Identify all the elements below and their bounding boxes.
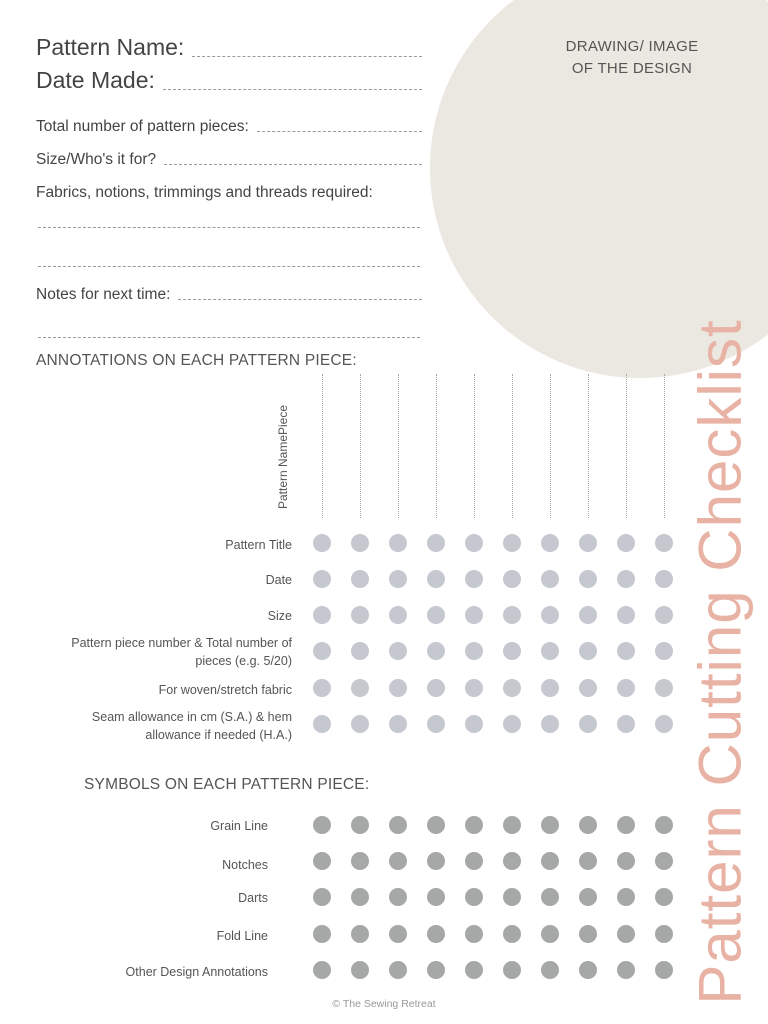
pattern-name-field[interactable] bbox=[36, 34, 422, 61]
symbol-checkbox[interactable] bbox=[465, 816, 483, 834]
annotation-checkbox[interactable] bbox=[541, 679, 559, 697]
annotation-checkbox[interactable] bbox=[351, 679, 369, 697]
symbol-row-label: Grain Line bbox=[210, 819, 268, 833]
fabrics-line-2[interactable] bbox=[38, 266, 420, 267]
pattern-piece-column-line bbox=[588, 374, 589, 518]
notes-line-2[interactable] bbox=[38, 337, 420, 338]
annotation-checkbox[interactable] bbox=[351, 570, 369, 588]
symbol-checkbox[interactable] bbox=[465, 888, 483, 906]
symbol-checkbox[interactable] bbox=[579, 961, 597, 979]
symbol-checkbox[interactable] bbox=[389, 816, 407, 834]
size-for-line[interactable] bbox=[164, 164, 422, 165]
symbol-checkbox[interactable] bbox=[427, 816, 445, 834]
symbol-checkbox[interactable] bbox=[351, 961, 369, 979]
annotation-checkbox[interactable] bbox=[389, 534, 407, 552]
annotation-checkbox[interactable] bbox=[617, 534, 635, 552]
annotation-checkbox[interactable] bbox=[427, 642, 445, 660]
annotation-checkbox[interactable] bbox=[579, 534, 597, 552]
size-for-label: Size/Who's it for? bbox=[36, 151, 157, 168]
annotation-checkbox[interactable] bbox=[617, 570, 635, 588]
symbol-row-label: Other Design Annotations bbox=[125, 965, 268, 979]
annotation-checkbox[interactable] bbox=[465, 642, 483, 660]
pattern-piece-column-line bbox=[360, 374, 361, 518]
symbol-checkbox[interactable] bbox=[389, 852, 407, 870]
annotation-checkbox[interactable] bbox=[313, 606, 331, 624]
annotation-checkbox[interactable] bbox=[655, 570, 673, 588]
annotation-checkbox[interactable] bbox=[541, 715, 559, 733]
date-made-field[interactable] bbox=[36, 67, 422, 94]
copyright: © The Sewing Retreat bbox=[332, 998, 436, 1010]
annotation-checkbox[interactable] bbox=[351, 715, 369, 733]
annotation-checkbox[interactable] bbox=[389, 715, 407, 733]
symbol-checkbox[interactable] bbox=[655, 816, 673, 834]
annotation-checkbox[interactable] bbox=[655, 679, 673, 697]
size-for-field[interactable] bbox=[36, 151, 422, 169]
symbol-checkbox[interactable] bbox=[313, 925, 331, 943]
symbol-checkbox[interactable] bbox=[465, 925, 483, 943]
pattern-name-piece-text: Pattern NamePiece bbox=[276, 404, 290, 510]
checklist-title bbox=[684, 319, 756, 1005]
annotation-checkbox[interactable] bbox=[351, 606, 369, 624]
annotation-checkbox[interactable] bbox=[351, 642, 369, 660]
annotation-checkbox[interactable] bbox=[541, 606, 559, 624]
symbol-checkbox[interactable] bbox=[617, 961, 635, 979]
pattern-piece-column-line bbox=[436, 374, 437, 518]
symbol-checkbox[interactable] bbox=[617, 888, 635, 906]
symbol-checkbox[interactable] bbox=[617, 852, 635, 870]
annotation-checkbox[interactable] bbox=[389, 642, 407, 660]
symbol-checkbox[interactable] bbox=[351, 925, 369, 943]
fabrics-label: Fabrics, notions, trimmings and threads required: bbox=[36, 184, 373, 201]
annotation-checkbox[interactable] bbox=[503, 715, 521, 733]
annotation-checkbox[interactable] bbox=[465, 715, 483, 733]
annotation-checkbox[interactable] bbox=[313, 570, 331, 588]
symbol-checkbox[interactable] bbox=[655, 925, 673, 943]
symbol-checkbox[interactable] bbox=[617, 816, 635, 834]
annotation-checkbox[interactable] bbox=[655, 534, 673, 552]
annotation-checkbox[interactable] bbox=[579, 715, 597, 733]
symbol-checkbox[interactable] bbox=[579, 852, 597, 870]
total-pieces-line[interactable] bbox=[257, 131, 422, 132]
symbol-checkbox[interactable] bbox=[503, 961, 521, 979]
annotation-checkbox[interactable] bbox=[313, 534, 331, 552]
symbol-checkbox[interactable] bbox=[351, 816, 369, 834]
symbol-checkbox[interactable] bbox=[655, 852, 673, 870]
annotation-checkbox[interactable] bbox=[351, 534, 369, 552]
symbol-checkbox[interactable] bbox=[313, 888, 331, 906]
symbol-checkbox[interactable] bbox=[389, 925, 407, 943]
annotation-checkbox[interactable] bbox=[617, 715, 635, 733]
symbol-row-label: Darts bbox=[238, 891, 268, 905]
annotation-checkbox[interactable] bbox=[313, 715, 331, 733]
pattern-piece-column-line bbox=[626, 374, 627, 518]
annotation-checkbox[interactable] bbox=[503, 570, 521, 588]
symbol-checkbox[interactable] bbox=[541, 961, 559, 979]
date-made-line[interactable] bbox=[163, 89, 422, 90]
symbol-checkbox[interactable] bbox=[351, 888, 369, 906]
total-pieces-label: Total number of pattern pieces: bbox=[36, 118, 249, 135]
annotation-checkbox[interactable] bbox=[389, 570, 407, 588]
annotation-checkbox[interactable] bbox=[579, 606, 597, 624]
annotation-checkbox[interactable] bbox=[617, 606, 635, 624]
annotation-row-label: Pattern piece number & Total number of pieces (e.g. 5/20) bbox=[71, 636, 292, 668]
symbols-section-title: SYMBOLS ON EACH PATTERN PIECE: bbox=[84, 776, 370, 793]
date-made-label: Date Made: bbox=[36, 67, 155, 93]
symbol-checkbox[interactable] bbox=[541, 925, 559, 943]
symbol-checkbox[interactable] bbox=[541, 852, 559, 870]
annotation-checkbox[interactable] bbox=[503, 606, 521, 624]
pattern-name-label: Pattern Name: bbox=[36, 34, 185, 60]
fabrics-field bbox=[36, 184, 373, 202]
annotation-checkbox[interactable] bbox=[503, 642, 521, 660]
annotation-checkbox[interactable] bbox=[389, 606, 407, 624]
annotation-row-label: Pattern Title bbox=[225, 538, 292, 552]
symbol-checkbox[interactable] bbox=[313, 852, 331, 870]
annotation-checkbox[interactable] bbox=[313, 679, 331, 697]
annotation-checkbox[interactable] bbox=[427, 715, 445, 733]
total-pieces-field[interactable] bbox=[36, 118, 422, 136]
pattern-piece-column-line bbox=[474, 374, 475, 518]
symbol-checkbox[interactable] bbox=[579, 816, 597, 834]
symbol-checkbox[interactable] bbox=[351, 852, 369, 870]
annotation-checkbox[interactable] bbox=[427, 606, 445, 624]
symbol-checkbox[interactable] bbox=[465, 852, 483, 870]
symbol-checkbox[interactable] bbox=[655, 888, 673, 906]
symbol-checkbox[interactable] bbox=[313, 816, 331, 834]
annotation-checkbox[interactable] bbox=[541, 534, 559, 552]
annotation-checkbox[interactable] bbox=[465, 606, 483, 624]
annotation-checkbox[interactable] bbox=[389, 679, 407, 697]
annotation-checkbox[interactable] bbox=[465, 534, 483, 552]
symbol-checkbox[interactable] bbox=[427, 961, 445, 979]
pattern-piece-column-line bbox=[664, 374, 665, 518]
symbol-checkbox[interactable] bbox=[427, 888, 445, 906]
annotation-checkbox[interactable] bbox=[465, 679, 483, 697]
annotation-row-label: Size bbox=[267, 609, 292, 623]
annotation-checkbox[interactable] bbox=[655, 642, 673, 660]
annotation-checkbox[interactable] bbox=[655, 606, 673, 624]
annotation-checkbox[interactable] bbox=[313, 642, 331, 660]
symbol-checkbox[interactable] bbox=[503, 888, 521, 906]
annotation-row-label: Date bbox=[265, 573, 292, 587]
annotation-checkbox[interactable] bbox=[579, 570, 597, 588]
symbol-checkbox[interactable] bbox=[579, 925, 597, 943]
symbol-checkbox[interactable] bbox=[503, 925, 521, 943]
annotation-row-label: Seam allowance in cm (S.A.) & hem allowance if needed (H.A.) bbox=[91, 710, 292, 742]
annotation-checkbox[interactable] bbox=[541, 570, 559, 588]
annotation-checkbox[interactable] bbox=[427, 679, 445, 697]
symbol-checkbox[interactable] bbox=[389, 961, 407, 979]
annotation-checkbox[interactable] bbox=[427, 570, 445, 588]
symbol-checkbox[interactable] bbox=[579, 888, 597, 906]
notes-label: Notes for next time: bbox=[36, 286, 171, 303]
symbol-checkbox[interactable] bbox=[541, 888, 559, 906]
annotation-checkbox[interactable] bbox=[579, 679, 597, 697]
annotation-checkbox[interactable] bbox=[503, 534, 521, 552]
annotation-checkbox[interactable] bbox=[541, 642, 559, 660]
pattern-piece-column-line bbox=[550, 374, 551, 518]
notes-field[interactable] bbox=[36, 286, 422, 304]
annotation-checkbox[interactable] bbox=[655, 715, 673, 733]
drawing-label: DRAWING/ IMAGE OF THE DESIGN bbox=[565, 38, 699, 77]
pattern-piece-column-line bbox=[322, 374, 323, 518]
pattern-piece-column-line bbox=[512, 374, 513, 518]
symbol-row-label: Notches bbox=[222, 858, 268, 872]
annotation-checkbox[interactable] bbox=[579, 642, 597, 660]
symbol-checkbox[interactable] bbox=[617, 925, 635, 943]
annotation-checkbox[interactable] bbox=[617, 642, 635, 660]
pattern-name-piece-label bbox=[274, 402, 292, 512]
notes-line[interactable] bbox=[178, 299, 422, 300]
symbol-checkbox[interactable] bbox=[655, 961, 673, 979]
symbol-checkbox[interactable] bbox=[427, 852, 445, 870]
annotation-checkbox[interactable] bbox=[465, 570, 483, 588]
symbol-checkbox[interactable] bbox=[389, 888, 407, 906]
symbol-checkbox[interactable] bbox=[427, 925, 445, 943]
annotations-section-title: ANNOTATIONS ON EACH PATTERN PIECE: bbox=[36, 352, 357, 369]
pattern-piece-column-line bbox=[398, 374, 399, 518]
annotation-checkbox[interactable] bbox=[617, 679, 635, 697]
annotation-checkbox[interactable] bbox=[427, 534, 445, 552]
symbol-checkbox[interactable] bbox=[541, 816, 559, 834]
symbol-row-label: Fold Line bbox=[216, 929, 268, 943]
pattern-name-line[interactable] bbox=[192, 56, 422, 57]
symbol-checkbox[interactable] bbox=[313, 961, 331, 979]
symbol-checkbox[interactable] bbox=[465, 961, 483, 979]
annotation-row-label: For woven/stretch fabric bbox=[158, 683, 292, 697]
symbol-checkbox[interactable] bbox=[503, 816, 521, 834]
checklist-title-text: Pattern Cutting Checklist bbox=[686, 319, 754, 1005]
fabrics-line-1[interactable] bbox=[38, 227, 420, 228]
symbol-checkbox[interactable] bbox=[503, 852, 521, 870]
annotation-checkbox[interactable] bbox=[503, 679, 521, 697]
